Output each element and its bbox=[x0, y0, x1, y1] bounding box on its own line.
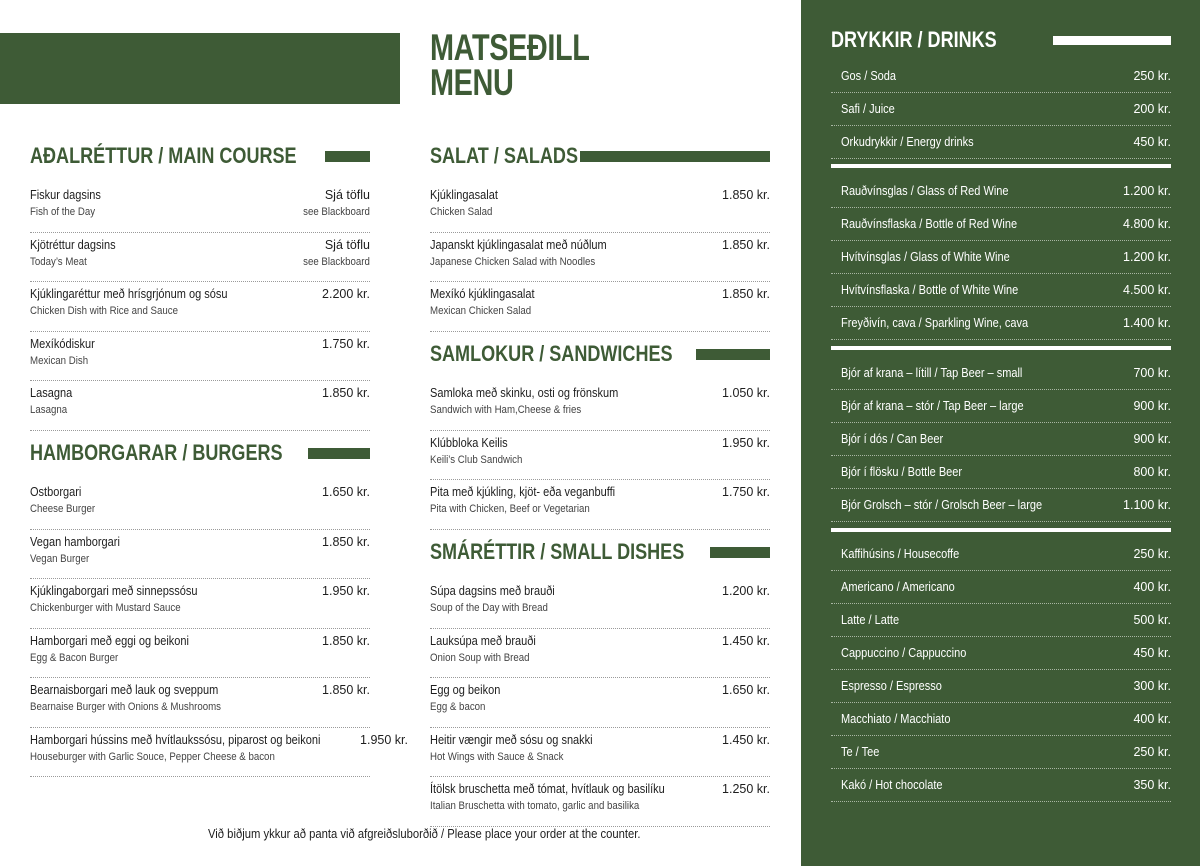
menu-item-price: 1.950 kr. bbox=[322, 584, 370, 598]
menu-item-text bbox=[430, 435, 535, 468]
section-header bbox=[430, 539, 770, 565]
drink-item-price: 300 kr. bbox=[1133, 679, 1171, 693]
menu-item-price-block bbox=[322, 385, 370, 402]
menu-item-name: Lauksúpa með brauði bbox=[430, 633, 536, 648]
salads-section bbox=[430, 143, 770, 332]
menu-item-text bbox=[30, 732, 360, 765]
menu-item-price-block bbox=[722, 187, 770, 204]
menu-item-text bbox=[30, 286, 254, 319]
menu-item-price-block bbox=[322, 534, 370, 551]
drink-item-price: 900 kr. bbox=[1133, 432, 1171, 446]
drink-item-price: 700 kr. bbox=[1133, 366, 1171, 380]
menu-item-translation: Chicken Dish with Rice and Sauce bbox=[30, 305, 178, 317]
section-title: SAMLOKUR / SANDWICHES bbox=[430, 341, 673, 366]
drinks-divider bbox=[831, 346, 1171, 350]
menu-item-name: Kjötréttur dagsins bbox=[30, 237, 116, 252]
menu-item-name: Japanskt kjúklingasalat með núðlum bbox=[430, 237, 607, 252]
drink-item-name: Latte / Latte bbox=[841, 613, 900, 627]
drink-item bbox=[831, 456, 1171, 489]
drink-item bbox=[831, 390, 1171, 423]
menu-item-price-block bbox=[722, 237, 770, 254]
menu-item-text bbox=[430, 583, 572, 616]
drink-item bbox=[831, 769, 1171, 802]
drink-item-price: 4.800 kr. bbox=[1123, 217, 1171, 231]
menu-item-price: 1.750 kr. bbox=[722, 485, 770, 499]
drink-item bbox=[831, 60, 1171, 93]
menu-item-translation: Hot Wings with Sauce & Snack bbox=[430, 750, 564, 763]
drink-item bbox=[831, 538, 1171, 571]
menu-item-price-block bbox=[722, 583, 770, 600]
drink-item-price: 250 kr. bbox=[1133, 547, 1171, 561]
menu-item-price: 1.950 kr. bbox=[360, 732, 408, 747]
menu-item-text bbox=[430, 633, 550, 666]
drinks-title: DRYKKIR / DRINKS bbox=[831, 27, 997, 52]
menu-item-price-block bbox=[360, 732, 408, 749]
menu-item-price: Sjá töflu bbox=[324, 237, 370, 252]
menu-item-price: 1.200 kr. bbox=[722, 584, 770, 598]
menu-item-price: 1.450 kr. bbox=[722, 633, 770, 648]
menu-item-text bbox=[30, 484, 104, 517]
drink-item bbox=[831, 357, 1171, 390]
menu-item-price-note: see Blackboard bbox=[303, 255, 370, 268]
drink-item-name: Bjór í dós / Can Beer bbox=[841, 432, 944, 446]
menu-item bbox=[430, 629, 770, 679]
menu-item bbox=[430, 678, 770, 728]
menu-item-price: 1.050 kr. bbox=[722, 386, 770, 400]
burgers-section bbox=[30, 440, 408, 777]
drink-item bbox=[831, 703, 1171, 736]
menu-item-text bbox=[30, 633, 211, 666]
drink-item bbox=[831, 175, 1171, 208]
section-bar bbox=[696, 349, 770, 360]
small-dishes-section bbox=[430, 539, 770, 827]
drinks-bar bbox=[1053, 36, 1171, 45]
drink-item-price: 400 kr. bbox=[1133, 580, 1171, 594]
drink-item-price: 200 kr. bbox=[1133, 102, 1171, 116]
menu-item-translation: Mexican Chicken Salad bbox=[430, 305, 532, 317]
drink-item-price: 400 kr. bbox=[1133, 712, 1171, 726]
menu-item-name: Kjúklingasalat bbox=[430, 188, 498, 202]
section-header bbox=[430, 143, 770, 169]
menu-item-translation: Chickenburger with Mustard Sauce bbox=[30, 602, 181, 614]
drink-item-price: 450 kr. bbox=[1133, 646, 1171, 660]
menu-item-name: Bearnaisborgari með lauk og sveppum bbox=[30, 683, 219, 697]
menu-item-translation: Onion Soup with Bread bbox=[430, 651, 530, 664]
burgers-list bbox=[30, 480, 408, 777]
section-bar bbox=[308, 448, 370, 459]
menu-item bbox=[30, 332, 370, 382]
menu-item-price-block bbox=[294, 187, 370, 220]
menu-item-name: Ostborgari bbox=[30, 485, 82, 499]
menu-item-price-note: see Blackboard bbox=[303, 206, 370, 218]
menu-item-price-block bbox=[322, 336, 370, 353]
drink-item-price: 350 kr. bbox=[1133, 778, 1171, 792]
menu-item-price: Sjá töflu bbox=[324, 188, 370, 202]
menu-item bbox=[430, 282, 770, 332]
menu-item-text bbox=[30, 583, 220, 616]
drink-item-name: Espresso / Espresso bbox=[841, 679, 942, 693]
sandwiches-list bbox=[430, 381, 770, 530]
menu-item bbox=[430, 480, 770, 530]
menu-item-name: Ítölsk bruschetta með tómat, hvítlauk og basilíku bbox=[430, 782, 665, 796]
menu-item-name: Pita með kjúkling, kjöt- eða veganbuffi bbox=[430, 485, 616, 499]
menu-item bbox=[30, 480, 370, 530]
menu-item-translation: Egg & bacon bbox=[430, 701, 486, 713]
menu-item bbox=[30, 282, 370, 332]
section-title: HAMBORGARAR / BURGERS bbox=[30, 440, 283, 465]
menu-item-price: 1.850 kr. bbox=[322, 683, 370, 697]
drink-item-name: Cappuccino / Cappuccino bbox=[841, 646, 967, 660]
menu-item-name: Hamborgari með eggi og beikoni bbox=[30, 633, 189, 648]
beer-list bbox=[831, 357, 1171, 522]
menu-item-price-block bbox=[722, 435, 770, 452]
drink-item-name: Bjór í flösku / Bottle Beer bbox=[841, 465, 963, 479]
menu-item bbox=[30, 530, 370, 580]
menu-item-text bbox=[430, 385, 644, 418]
menu-title bbox=[430, 27, 590, 103]
section-title: AÐALRÉTTUR / MAIN COURSE bbox=[30, 143, 297, 168]
drink-item-name: Bjór af krana – stór / Tap Beer – large bbox=[841, 399, 1024, 413]
menu-item bbox=[430, 579, 770, 629]
menu-item-price-block bbox=[722, 781, 770, 798]
menu-item-translation: Italian Bruschetta with tomato, garlic and basilika bbox=[430, 800, 640, 812]
menu-title-line1: MATSEÐILL bbox=[430, 27, 590, 68]
drink-item bbox=[831, 670, 1171, 703]
drink-item-name: Bjór Grolsch – stór / Grolsch Beer – large bbox=[841, 498, 1043, 512]
menu-item-text bbox=[430, 187, 507, 220]
menu-item-price-block bbox=[722, 633, 770, 650]
menu-item-text bbox=[30, 336, 104, 369]
drink-item-price: 250 kr. bbox=[1133, 745, 1171, 759]
menu-item-price: 1.850 kr. bbox=[722, 287, 770, 301]
menu-item-text bbox=[430, 732, 615, 765]
menu-item-text bbox=[30, 187, 111, 220]
menu-item bbox=[430, 431, 770, 481]
drink-item-name: Rauðvínsflaska / Bottle of Red Wine bbox=[841, 217, 1018, 231]
drink-item bbox=[831, 637, 1171, 670]
menu-item bbox=[430, 233, 770, 283]
menu-item-name: Súpa dagsins með brauði bbox=[430, 584, 555, 598]
menu-item-price: 2.200 kr. bbox=[322, 287, 370, 301]
menu-item bbox=[30, 728, 408, 778]
menu-item-translation: Pita with Chicken, Beef or Vegetarian bbox=[430, 503, 590, 515]
section-title: SMÁRÉTTIR / SMALL DISHES bbox=[430, 539, 685, 564]
drink-item bbox=[831, 93, 1171, 126]
menu-title-line2: MENU bbox=[430, 62, 514, 103]
section-bar bbox=[580, 151, 770, 162]
drink-item bbox=[831, 307, 1171, 340]
sandwiches-section bbox=[430, 341, 770, 530]
menu-item-translation: Egg & Bacon Burger bbox=[30, 651, 119, 664]
menu-item-translation: Lasagna bbox=[30, 404, 68, 416]
menu-item-text bbox=[430, 781, 697, 814]
menu-item-name: Egg og beikon bbox=[430, 683, 501, 697]
menu-item bbox=[430, 381, 770, 431]
drink-item bbox=[831, 736, 1171, 769]
section-header bbox=[30, 143, 370, 169]
drink-item-price: 250 kr. bbox=[1133, 69, 1171, 83]
drink-item-name: Rauðvínsglas / Glass of Red Wine bbox=[841, 184, 1009, 198]
menu-item-price: 1.850 kr. bbox=[322, 633, 370, 648]
menu-item-text bbox=[430, 237, 631, 270]
menu-item bbox=[430, 777, 770, 827]
section-bar bbox=[325, 151, 370, 162]
drink-item-name: Americano / Americano bbox=[841, 580, 955, 594]
menu-item bbox=[430, 728, 770, 778]
menu-item bbox=[30, 579, 370, 629]
main-course-list bbox=[30, 183, 370, 431]
menu-item-translation: Bearnaise Burger with Onions & Mushrooms bbox=[30, 701, 222, 713]
drink-item bbox=[831, 571, 1171, 604]
menu-item-name: Samloka með skinku, osti og frönskum bbox=[430, 386, 619, 400]
section-header bbox=[430, 341, 770, 367]
drink-item-price: 450 kr. bbox=[1133, 135, 1171, 149]
menu-item bbox=[30, 183, 370, 233]
drink-item-name: Macchiato / Macchiato bbox=[841, 712, 951, 726]
menu-item-translation: Sandwich with Ham,Cheese & fries bbox=[430, 404, 582, 416]
menu-item-name: Mexíkó kjúklingasalat bbox=[430, 287, 535, 301]
drink-item-name: Hvítvínsglas / Glass of White Wine bbox=[841, 250, 1010, 264]
menu-item-price-block bbox=[722, 286, 770, 303]
section-bar bbox=[710, 547, 770, 558]
drink-item bbox=[831, 126, 1171, 159]
menu-item-translation: Soup of the Day with Bread bbox=[430, 602, 548, 614]
drink-item-name: Kakó / Hot chocolate bbox=[841, 778, 943, 792]
menu-item-name: Kjúklingaborgari með sinnepssósu bbox=[30, 584, 198, 598]
drink-item bbox=[831, 423, 1171, 456]
menu-item-translation: Chicken Salad bbox=[430, 206, 493, 218]
menu-item-text bbox=[430, 682, 510, 715]
menu-item-price-block bbox=[322, 484, 370, 501]
drink-item-price: 1.200 kr. bbox=[1123, 250, 1171, 264]
menu-item-price: 1.650 kr. bbox=[722, 683, 770, 697]
menu-item-price-block bbox=[322, 682, 370, 699]
menu-item-name: Mexíkódiskur bbox=[30, 336, 95, 351]
drink-item-price: 500 kr. bbox=[1133, 613, 1171, 627]
menu-item-translation: Cheese Burger bbox=[30, 503, 96, 515]
drink-item-name: Orkudrykkir / Energy drinks bbox=[841, 135, 974, 149]
menu-item bbox=[30, 678, 370, 728]
salads-list bbox=[430, 183, 770, 332]
drink-item-name: Safi / Juice bbox=[841, 102, 895, 116]
soft-drinks-list bbox=[831, 60, 1171, 159]
menu-item-text bbox=[30, 534, 132, 567]
header-green-band bbox=[0, 33, 400, 104]
drink-item bbox=[831, 274, 1171, 307]
drink-item bbox=[831, 241, 1171, 274]
menu-item-text bbox=[30, 237, 127, 270]
menu-item-price: 1.650 kr. bbox=[322, 485, 370, 499]
menu-item-price-block bbox=[322, 633, 370, 650]
section-title: SALAT / SALADS bbox=[430, 143, 578, 168]
menu-item-text bbox=[430, 286, 549, 319]
drink-item-name: Hvítvínsflaska / Bottle of White Wine bbox=[841, 283, 1019, 297]
menu-item-price-block bbox=[322, 286, 370, 303]
menu-item-name: Kjúklingaréttur með hrísgrjónum og sósu bbox=[30, 287, 228, 301]
menu-item-name: Fiskur dagsins bbox=[30, 188, 101, 202]
menu-item-translation: Fish of the Day bbox=[30, 206, 96, 218]
menu-item-price: 1.850 kr. bbox=[722, 237, 770, 252]
menu-item-translation: Mexican Dish bbox=[30, 354, 89, 367]
menu-item-translation: Vegan Burger bbox=[30, 552, 90, 565]
drink-item bbox=[831, 604, 1171, 637]
menu-item-translation: Japanese Chicken Salad with Noodles bbox=[430, 255, 596, 268]
drink-item-price: 4.500 kr. bbox=[1123, 283, 1171, 297]
menu-item-price-block bbox=[322, 583, 370, 600]
drink-item bbox=[831, 208, 1171, 241]
drink-item bbox=[831, 489, 1171, 522]
drink-item-price: 1.400 kr. bbox=[1123, 316, 1171, 330]
drinks-header bbox=[831, 27, 1171, 53]
drink-item-name: Bjór af krana – lítill / Tap Beer – small bbox=[841, 366, 1023, 380]
menu-item bbox=[30, 233, 370, 283]
menu-item-text bbox=[430, 484, 640, 517]
footer-note: Við biðjum ykkur að panta við afgreiðsluborðið / Please place your order at the counter. bbox=[208, 827, 641, 841]
drink-item-price: 900 kr. bbox=[1133, 399, 1171, 413]
menu-item-price: 1.750 kr. bbox=[322, 336, 370, 351]
coffee-list bbox=[831, 538, 1171, 802]
menu-item-name: Hamborgari hússins með hvítlaukssósu, piparost og beikoni bbox=[30, 732, 321, 747]
menu-item bbox=[430, 183, 770, 233]
menu-item-name: Heitir vængir með sósu og snakki bbox=[430, 732, 593, 747]
menu-item bbox=[30, 381, 370, 431]
drinks-divider bbox=[831, 164, 1171, 168]
small-dishes-list bbox=[430, 579, 770, 827]
menu-item-name: Klúbbloka Keilis bbox=[430, 435, 508, 450]
menu-item-price-block bbox=[722, 732, 770, 749]
menu-item-name: Vegan hamborgari bbox=[30, 534, 120, 549]
menu-item-translation: Houseburger with Garlic Souce, Pepper Cheese & bacon bbox=[30, 750, 275, 763]
menu-item-price-block bbox=[722, 484, 770, 501]
menu-item-translation: Today’s Meat bbox=[30, 255, 87, 268]
menu-item-price: 1.850 kr. bbox=[322, 534, 370, 549]
menu-item-name: Lasagna bbox=[30, 386, 73, 400]
menu-item-text bbox=[30, 385, 78, 418]
menu-item-translation: Keili’s Club Sandwich bbox=[430, 453, 523, 466]
menu-item-price-block bbox=[722, 385, 770, 402]
drink-item-name: Gos / Soda bbox=[841, 69, 897, 83]
menu-item-text bbox=[30, 682, 247, 715]
drink-item-name: Kaffihúsins / Housecoffe bbox=[841, 547, 960, 561]
menu-item-price: 1.850 kr. bbox=[322, 386, 370, 400]
drink-item-name: Freyðivín, cava / Sparkling Wine, cava bbox=[841, 316, 1029, 330]
menu-item-price: 1.250 kr. bbox=[722, 782, 770, 796]
menu-item-price: 1.950 kr. bbox=[722, 435, 770, 450]
section-header bbox=[30, 440, 370, 466]
menu-item-price-block bbox=[722, 682, 770, 699]
main-course-section bbox=[30, 143, 370, 431]
menu-item-price: 1.450 kr. bbox=[722, 732, 770, 747]
drink-item-name: Te / Tee bbox=[841, 745, 880, 759]
drink-item-price: 1.200 kr. bbox=[1123, 184, 1171, 198]
wine-list bbox=[831, 175, 1171, 340]
drinks-divider bbox=[831, 528, 1171, 532]
menu-item bbox=[30, 629, 370, 679]
drink-item-price: 1.100 kr. bbox=[1123, 498, 1171, 512]
drink-item-price: 800 kr. bbox=[1133, 465, 1171, 479]
menu-item-price: 1.850 kr. bbox=[722, 188, 770, 202]
menu-item-price-block bbox=[294, 237, 370, 270]
